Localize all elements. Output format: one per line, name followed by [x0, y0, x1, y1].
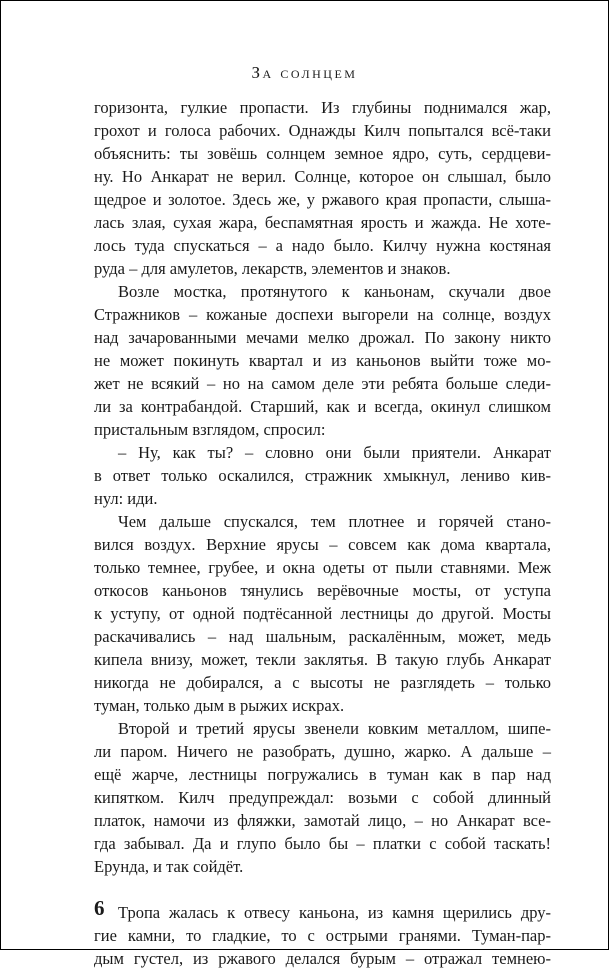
text-line: Второй и третий ярусы звенели ковким металлом, шипе- [118, 719, 551, 738]
paragraph [94, 96, 551, 280]
text-line: Ерунда, и так сойдёт. [94, 857, 244, 876]
text-line: раскачивались – над шальным, раскалённым, может, медь [94, 627, 551, 646]
text-line: не может покинуть квартал и из каньонов выйти тоже мо- [94, 351, 551, 370]
text-line: Стражников – кожаные доспехи выгорели на солнце, воздух [94, 305, 551, 324]
text-line: жет не всякий – но на самом деле эти ребята больше следи- [94, 374, 551, 393]
text-line: грохот и голоса рабочих. Однажды Килч попытался всё-таки [94, 121, 551, 140]
text-line: никогда не добирался, а с высоты не разглядеть – только [94, 673, 551, 692]
text-line: ли паром. Ничего не разобрать, душно, жарко. А дальше – [94, 742, 551, 761]
text-line: кипятком. Килч предупреждал: возьми с собой длинный [94, 788, 551, 807]
text-line: руда – для амулетов, лекарств, элементов и знаков. [94, 259, 451, 278]
running-head: За солнцем [251, 63, 358, 82]
text-line: вился воздух. Верхние ярусы – совсем как дома квартала, [94, 535, 551, 554]
text-line: ли за контрабандой. Старший, как и всегда, окинул слишком [94, 397, 551, 416]
text-line: гие камни, то гладкие, то с острыми гранями. Туман-пар- [94, 926, 551, 945]
text-line: горизонта, гулкие пропасти. Из глубины поднимался жар, [94, 98, 551, 117]
text-line: откосов каньонов тянулись верёвочные мосты, от уступа [94, 581, 551, 600]
text-line: кипела внизу, может, текли заклятья. В такую глубь Анкарат [94, 650, 551, 669]
paragraph [94, 441, 551, 510]
text-line: Возле мостка, протянутого к каньонам, скучали двое [118, 282, 551, 301]
text-line: объяснить: ты зовёшь солнцем земное ядро, суть, сердцеви- [94, 144, 551, 163]
body-text [94, 96, 551, 970]
text-line: лась злая, сухая жара, беспамятная ярость и жажда. Не хоте- [94, 213, 551, 232]
paragraph-gap [94, 878, 551, 901]
paragraph [94, 901, 551, 970]
text-line: платок, намочи из фляжки, замотай лицо, – но Анкарат все- [94, 811, 551, 830]
paragraph [94, 510, 551, 717]
text-line: – Ну, как ты? – словно они были приятели. Анкарат [118, 443, 551, 462]
text-line: в ответ только оскалился, стражник хмыкнул, лениво кив- [94, 466, 551, 485]
page-number: 6 [94, 896, 105, 920]
text-line: Тропа жалась к отвесу каньона, из камня щерились дру- [118, 903, 551, 922]
text-line: к уступу, от одной подтёсанной лестницы до другой. Мосты [94, 604, 551, 623]
text-line: только темнее, грубее, и окна одеты от пыли ставнями. Меж [94, 558, 551, 577]
paragraph [94, 280, 551, 441]
paragraph [94, 717, 551, 878]
text-line: ну. Но Анкарат не верил. Солнце, которое он слышал, было [94, 167, 551, 186]
text-line: Чем дальше спускался, тем плотнее и горячей стано- [118, 512, 551, 531]
text-line: лось туда спускаться – а надо было. Килчу нужна костяная [94, 236, 551, 255]
text-line: щедрое и золотое. Здесь же, у ржавого края пропасти, слыша- [94, 190, 551, 209]
text-line: дым густел, из ржавого делался бурым – отражал темнею- [94, 949, 551, 968]
text-line: нул: иди. [94, 489, 158, 508]
text-line: гда забывал. Да и глупо было бы – платки с собой таскать! [94, 834, 551, 853]
text-line: пристальным взглядом, спросил: [94, 420, 326, 439]
text-line: над зачарованными мечами мелко дрожал. По закону никто [94, 328, 551, 347]
text-line: ещё жарче, лестницы погружались в туман как в пар над [94, 765, 551, 784]
text-line: туман, только дым в рыжих искрах. [94, 696, 345, 715]
